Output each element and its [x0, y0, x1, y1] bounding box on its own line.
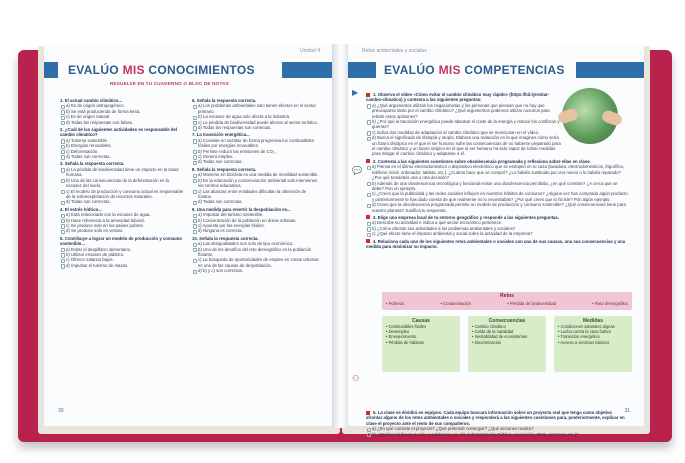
answer-option: d) Se produce solo en verano. — [60, 228, 184, 233]
right-page — [348, 44, 644, 437]
answer-option: b) Hace referencia a la amenidad laboral. — [60, 218, 184, 223]
answer-option: d) Ninguna es correcta. — [192, 228, 320, 233]
answer-option: a) Está relacionado con la escasez de agua. — [60, 212, 184, 217]
causa-item: • Envejecimiento — [386, 334, 417, 340]
reto-item: • Contaminación — [440, 301, 472, 306]
causa-item: • Desempleo — [386, 329, 410, 335]
medida-item: • Condiciones salariales dignas — [558, 324, 615, 329]
activity-option: a) Piensa en el último electrodoméstico o dispositivo electrónico que se estropeó en tu casa (lavadora, electrodomésticos, frigorífico, teléfono móvil, ordenador, tableta, etc.). ¿Cuánto hace que se compró? ¿Lo habéis sustituido por uno nuevo o lo habéis reparado? ¿Por qué tomasteis una u otra decisión? — [366, 164, 628, 180]
left-page-header — [44, 44, 334, 58]
activity-bullet — [366, 93, 370, 97]
answer-option: b) Uno de los desafíos del reto demográfico es la población flotante. — [192, 247, 320, 258]
activity-option: a) ¿Qué argumentos utilizan los negacionistas y los personas que piensan que no hay que preocuparse tanto por el cambio climático? ¿Qué argumentos podemos utilizar nosotros para rebatir estos opiniones? — [366, 103, 562, 119]
answer-option: d) Todas son correctas. — [192, 159, 320, 164]
answer-option: c) La búsqueda de oportunidades de empleo en zonas urbanas es una de las causas de despoblación. — [192, 257, 320, 268]
activity-text: 5. La clase se dividirá en equipos. Cada equipo buscará información sobre un proyecto real que tenga como objetivo afrontar alguno de los retos ambientales o sociales y responderá a las siguientes cuestiones para, posteriormente, explicar en clase el proyecto ante el resto de sus compañeros. — [366, 410, 625, 426]
medida-item: • Acceso a servicios básicos — [558, 339, 610, 345]
left-page-number: 30 — [58, 408, 64, 414]
answer-option: a) Moverse en bicicleta es una medida de movilidad sostenible. — [192, 172, 320, 177]
answer-option: a) Las desigualdades son solo de tipo económico. — [192, 241, 320, 246]
medidas-list — [554, 324, 632, 345]
answer-option: b) La escasez de agua solo afecta a la industria. — [192, 114, 320, 119]
answer-option: d) Todas son correctas. — [60, 154, 184, 159]
causa-item: • Pérdida de hábitats — [386, 339, 424, 345]
question-text: 2. ¿Cuál de las siguientes actividades es responsable del cambio climático? — [60, 127, 178, 138]
answer-option: d) Todas las respuestas son correctas. — [192, 125, 320, 130]
left-page — [44, 44, 334, 426]
activity-bullet — [366, 411, 370, 415]
activity-option: c) ¿Crees que la publicidad y las redes sociales influyen en nuestros hábitos de consumo? ¿Alguna vez has comprado algún producto y posteriormente te has dado cuenta de que realmente no lo necesitabas? ¿Por qué crees que lo hiciste? Pon algún ejemplo. — [366, 191, 628, 202]
answer-option: c) Apuesta por las energías fósiles. — [192, 223, 320, 228]
activity-option: a) Describe su actividad e indica a qué sector económico pertenece. — [366, 220, 628, 225]
answer-option: d) b) y c) son correctas. — [192, 268, 320, 273]
activity-option: b) ¿Cómo afectan sus actividades a los problemas ambientales y sociales? — [366, 226, 628, 231]
activity-text: 2. Contesta a las siguientes cuestiones sobre obsolescencia programada y reflexiona sobre ellas en clase. — [373, 158, 591, 164]
question-text: 6. Señala la respuesta correcta. — [192, 98, 257, 103]
question-text: 3. Señala la respuesta correcta. — [60, 161, 125, 167]
question-text: 4. El estrés hídrico... — [60, 206, 102, 212]
answer-option: a) Es de origen antropogénico. — [60, 103, 184, 108]
question-text: 9. Una medida para revertir la despoblación es... — [192, 206, 291, 212]
answer-option: c) Ofrecer salarios bajos. — [60, 257, 184, 262]
medidas-title: Medidas — [582, 318, 603, 324]
title-accent: MIS — [122, 63, 145, 77]
activity-text: 4. Relaciona cada uno de los siguientes retos ambientales o sociales con una de sus causas, una sus consecuencias y una medida para minimizar su impacto. — [366, 238, 626, 249]
title-band-right — [282, 62, 334, 78]
retos-title: Retos — [500, 293, 514, 299]
right-activities — [366, 90, 628, 249]
activity-option: c) ¿Qué efecto tiene el impacto ambiental y social sobre la actividad de la empresa? — [366, 231, 628, 236]
answer-option: b) Permite reducir las emisiones de CO₂. — [192, 149, 320, 154]
answer-option: b) En la educación y concienciación ambiental solo intervienen los centros educativos. — [192, 178, 320, 189]
causas-column — [382, 316, 460, 372]
activity-text: 1. Observa el vídeo «Cómo evitar el cambio climático muy rápido» (https://bit.ly/evitar-cambio-climatico) y contesta a las siguientes preguntas: — [366, 92, 550, 103]
causa-item: • Combustibles fósiles — [386, 324, 427, 329]
answer-option: a) Impulsar del turismo sostenible. — [192, 212, 320, 217]
title-accent: MIS — [438, 63, 461, 77]
title-part1: EVALÚO — [384, 63, 439, 77]
causas-title: Causas — [412, 318, 430, 324]
answer-option: a) Evitar el despilfarro alimentario. — [60, 247, 184, 252]
answer-option: c) El modelo de producción y consumo actual es responsable de la sobreexplotación de recursos naturales. — [60, 189, 184, 200]
right-page-number: 31 — [624, 408, 630, 414]
right-page-header — [348, 44, 644, 58]
answer-option: c) Se produce solo en los países pobres. — [60, 223, 184, 228]
retos-header — [382, 292, 632, 310]
title-part2: CONOCIMIENTOS — [144, 63, 255, 77]
activity-option: a) ¿En qué consiste el proyecto? ¿Qué pretende conseguir? ¿Qué acciones realiza? — [366, 426, 628, 431]
open-textbook — [10, 40, 678, 445]
activity-option: d) Busca el significado de distopía y utopía. Elabora una redacción en la que imagines cómo sería un futuro distópico en el que el ser humano sufre las consecuencias de no haberse preparado para el cambio climático y un futuro utópico en el que el ser humano ha sido capaz de tomar medidas para mitigar el cambio climático y adaptarse a él. — [366, 135, 562, 157]
activity-option: b) ¿Quiénes lo llevan a cabo o colaboran con él? (Administración Pública, asociación, ONG, empresa, etc.)? — [366, 432, 628, 437]
retos-list — [386, 301, 628, 306]
answer-option: b) Utilizar envases de plástico. — [60, 252, 184, 257]
answer-option: d) Todas las respuestas son falsas. — [60, 120, 184, 125]
answer-option: a) Turismo sostenible. — [60, 138, 184, 143]
unit-tag: Unidad 4 — [299, 48, 320, 54]
answer-option: c) Las alianzas entre entidades dificultan la obtención de fondos. — [192, 189, 320, 200]
consecuencia-item: • Inestabilidad de ecosistemas — [472, 334, 528, 340]
consecuencia-item: • Discriminación — [472, 339, 502, 345]
title-part2: COMPETENCIAS — [460, 63, 565, 77]
answer-option: a) Consiste en sustituir de forma progresiva los combustibles fósiles por energías renovables. — [192, 138, 320, 149]
reto-item: • Reto demográfico — [592, 301, 628, 306]
question-text: 10. Señala la respuesta correcta. — [192, 235, 259, 241]
consecuencias-column — [468, 316, 546, 372]
activity-option: b) ¿Por qué la transición energética puede abaratar el coste de la energía y reducir los conflictos y guerras? — [366, 119, 562, 130]
right-page-title — [384, 63, 565, 77]
activity-prompt — [366, 410, 628, 426]
activity-option: c) Indica dos medidas de adaptación al cambio climático que se mencionan en el vídeo. — [366, 130, 562, 135]
answer-option: d) Todas son correctas. — [192, 199, 320, 204]
question-text: 8. Señala la respuesta correcta. — [192, 166, 257, 172]
reto-item: • Pérdida de biodiversidad — [507, 301, 557, 306]
answer-option: b) Energías renovables. — [60, 143, 184, 148]
discussion-icon: 💬 — [352, 166, 362, 175]
medida-item: • Lucha contra la caza furtiva — [558, 329, 611, 335]
consecuencias-list — [468, 324, 546, 345]
title-band-right — [576, 62, 644, 78]
reto-item: • Pobreza — [386, 301, 405, 306]
left-page-title — [68, 63, 255, 77]
medida-item: • Transición energética — [558, 334, 600, 340]
consecuencia-item: • Cambio climático — [472, 324, 506, 329]
activity-bullet — [366, 215, 370, 219]
answer-option: c) Genera empleo. — [192, 154, 320, 159]
activity-text: 3. Elige una empresa local de tu entorno geográfico y responde a las siguientes preguntas. — [373, 214, 560, 220]
question-text: 5. Contribuye a lograr un modelo de producción y consumo sostenible... — [60, 235, 182, 247]
consecuencia-item: • Caída de la natalidad — [472, 329, 514, 335]
activity-5 — [366, 408, 628, 437]
teamwork-icon: ⚇ — [352, 374, 360, 383]
video-activity-icon: ▶ — [352, 88, 359, 97]
answer-option: c) Es de origen natural. — [60, 114, 184, 119]
answer-option: b) Una de las consecuencias de la deforestación es la escasez del suelo. — [60, 178, 184, 189]
activity-prompt — [366, 92, 556, 103]
answer-option: d) Todas son correctas. — [60, 199, 184, 204]
activity-bullet — [366, 239, 370, 243]
left-questions-col1 — [60, 96, 184, 268]
answer-option: c) Deforestación. — [60, 149, 184, 154]
activity-bullet — [366, 159, 370, 163]
answer-option: c) La pérdida de biodiversidad puede afectar al sector turístico. — [192, 120, 320, 125]
answer-option: a) Los problemas ambientales solo tienen efectos en el sector primario. — [192, 103, 320, 114]
answer-option: a) La pérdida de biodiversidad tiene un impacto en la salud humana. — [60, 167, 184, 178]
title-band-left — [44, 62, 58, 78]
title-part1: EVALÚO — [68, 63, 123, 77]
consecuencias-title: Consecuencias — [488, 318, 526, 324]
question-text: 7. La transición energética... — [192, 132, 250, 138]
activity-prompt — [366, 239, 628, 250]
answer-option: b) Se está produciendo de forma lenta. — [60, 109, 184, 114]
left-questions-col2 — [192, 96, 320, 274]
causas-list — [382, 324, 460, 345]
answer-option: b) Concentración de la población en áreas urbanas. — [192, 218, 320, 223]
left-page-subtitle: RESUELVE EN TU CUADERNO O BLOC DE NOTAS — [110, 81, 229, 86]
activity-option: d) Crees que la obsolescencia programada permite un modelo de producción y consumo sostenible? ¿Qué consecuencias tiene para nuestro planeta? Justifica tu respuesta. — [366, 202, 628, 213]
medidas-column — [554, 316, 632, 372]
relations-table — [382, 292, 632, 404]
title-band-left — [348, 62, 376, 78]
activity-option: b) Además de una obsolescencia tecnológica y funcional existe una obsolescencia percibida, ¿en qué consiste? ¿A cerca que se debe? Pon un ejemplo. — [366, 181, 628, 192]
question-text: 1. El actual cambio climático... — [60, 98, 123, 103]
section-tag: Retos ambientales y sociales — [362, 48, 427, 54]
answer-option: d) Impulsar el turismo de masas. — [60, 263, 184, 268]
